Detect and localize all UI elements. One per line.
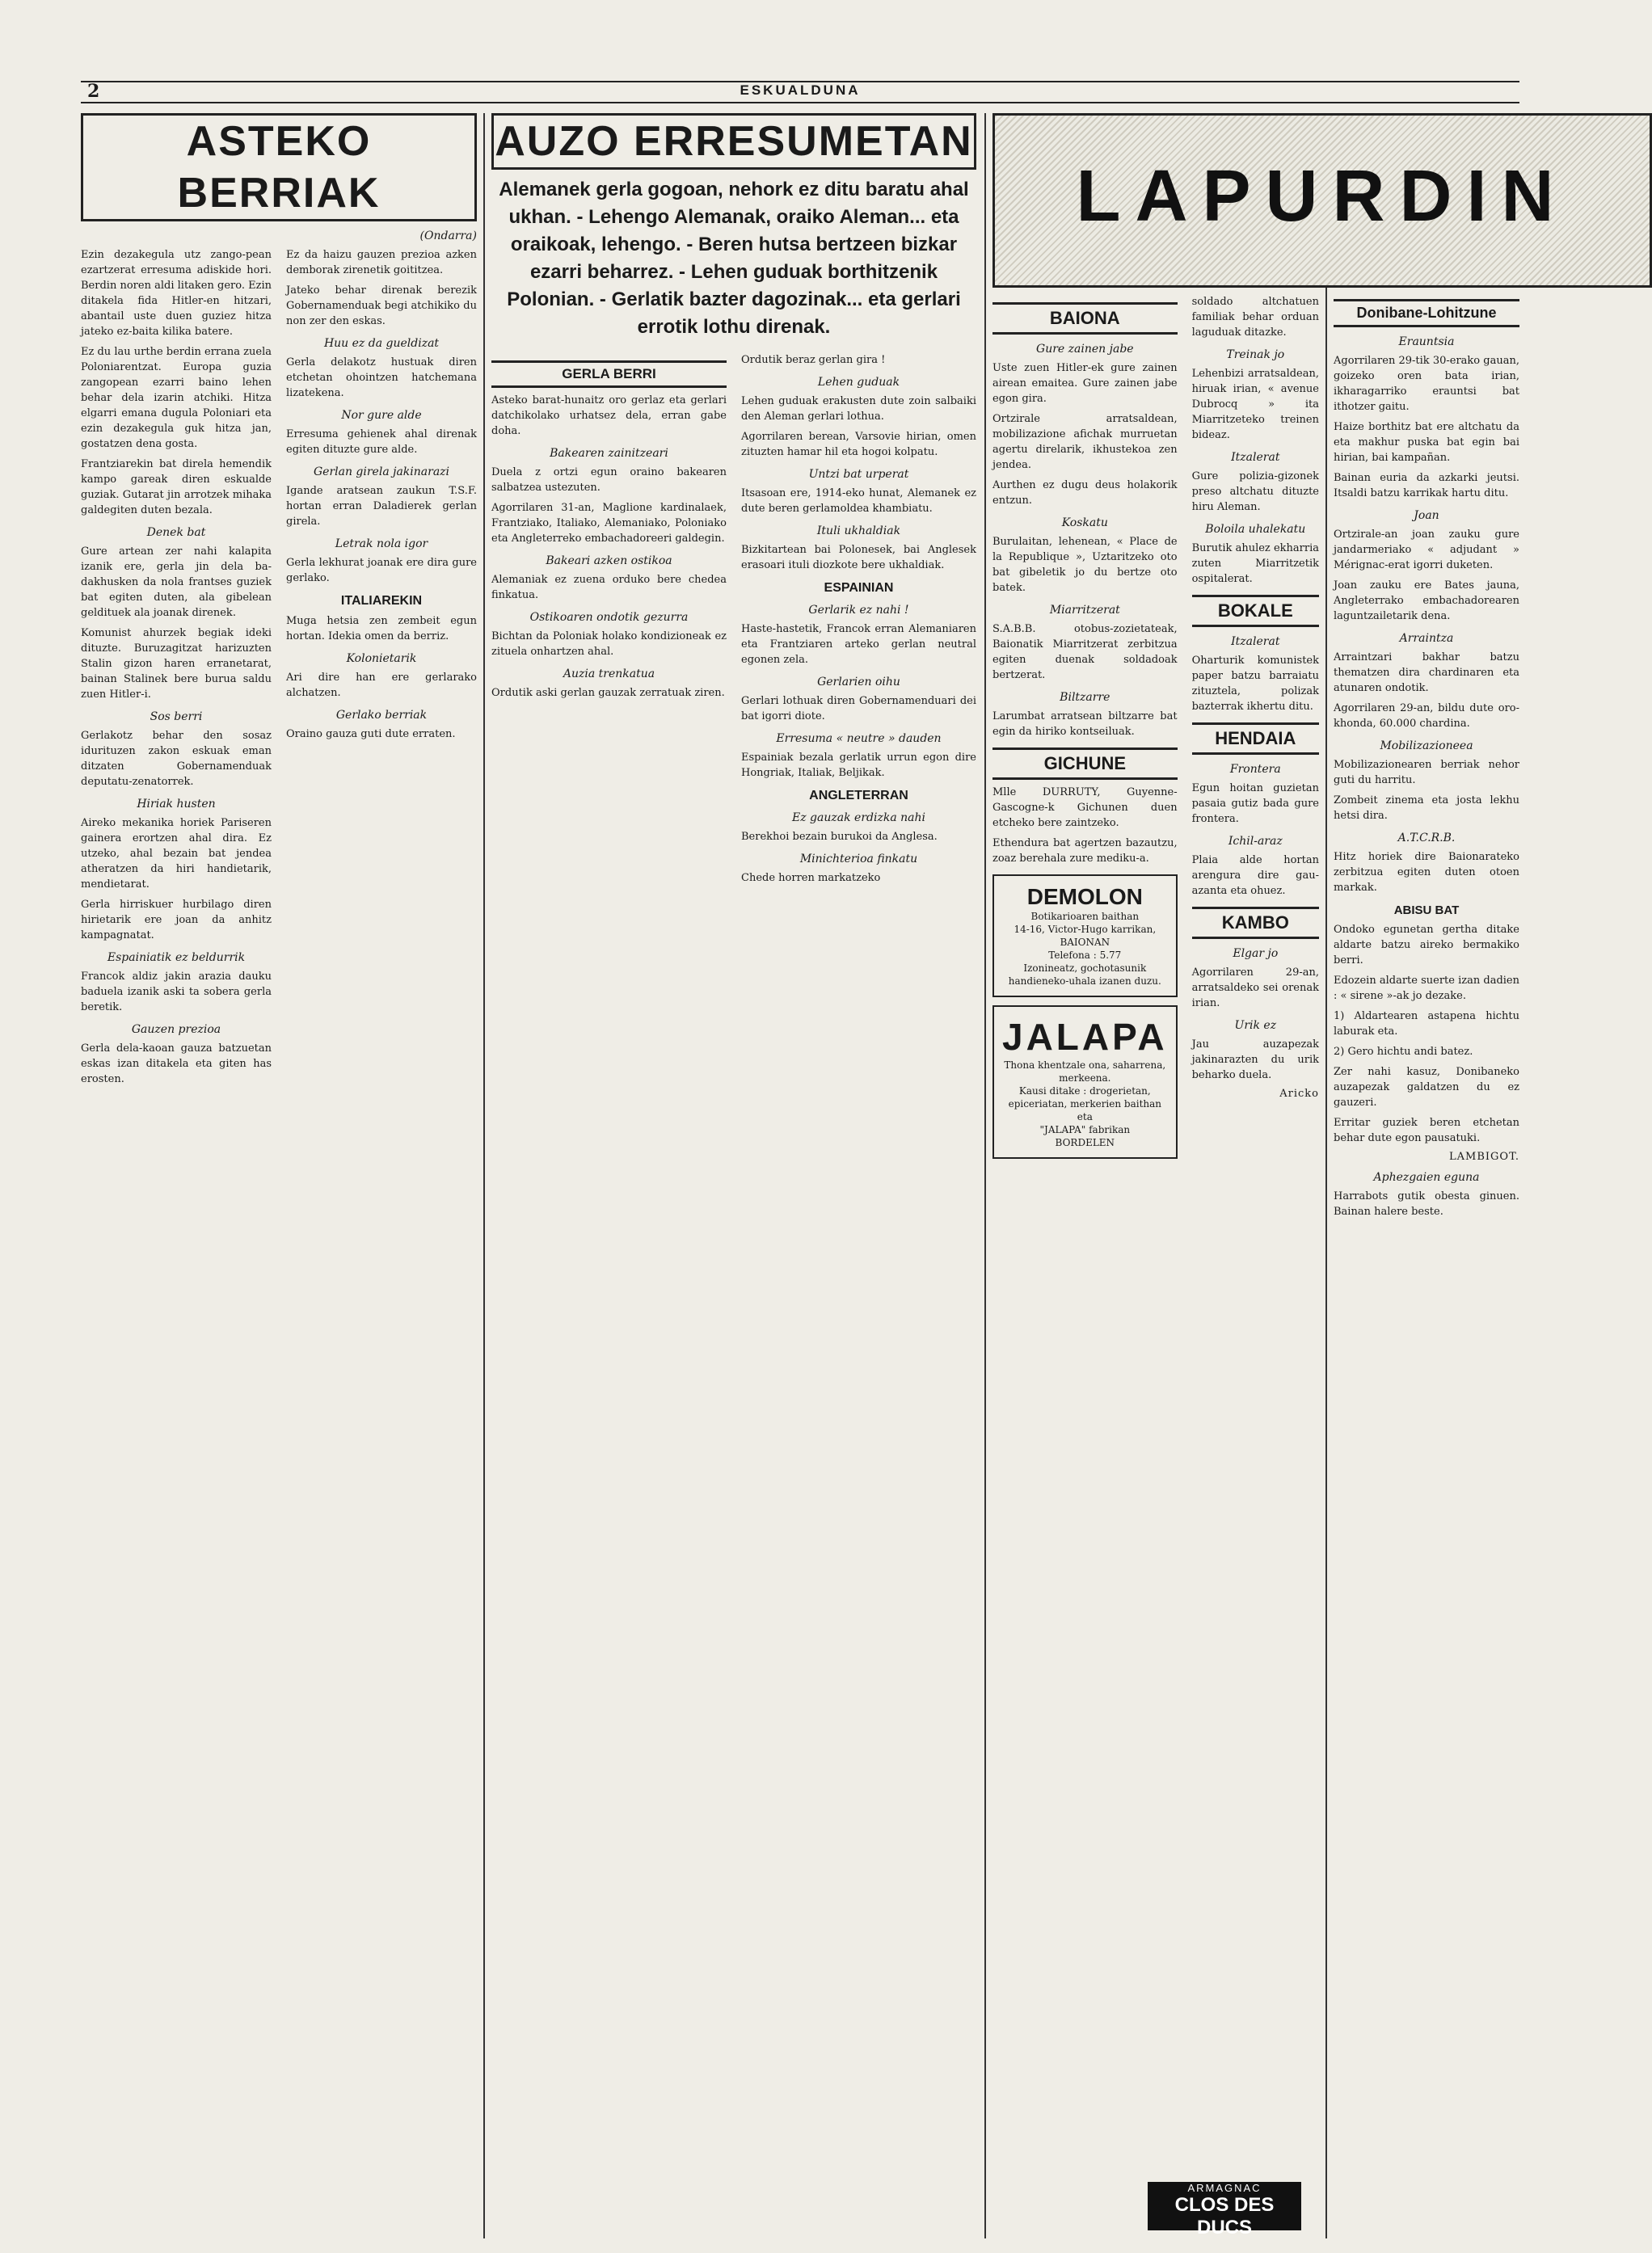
- subhead: GICHUNE: [992, 747, 1178, 780]
- subhead: Frontera: [1229, 763, 1281, 776]
- subhead: Gure zainen jabe: [1036, 343, 1134, 356]
- paragraph: Hitz horiek dire Baionarateko zerbitzua egiten duten otoen markak.: [1334, 851, 1519, 894]
- subhead: Untzi bat urperat: [808, 468, 909, 481]
- clos-des-ducs-ad: [1148, 2182, 1301, 2238]
- paragraph: Gerlakotz behar den sosaz idurituzen zakon eskuak eman ditzaten Gobernamenduak deputatu-zenatorrek.: [81, 730, 272, 788]
- paragraph: Jau auzapezak jakinarazten du urik beharko duela.: [1191, 1038, 1319, 1081]
- paragraph: Plaia alde hortan arengura dire gau-azanta eta ohuez.: [1191, 854, 1319, 897]
- subhead: A.T.C.R.B.: [1397, 832, 1456, 844]
- paragraph: Ordutik beraz gerlan gira !: [741, 354, 886, 366]
- paragraph: Burulaitan, lehenean, « Place de la Republique », Uztaritzeko oto bat gibeletik jo du bertze oto batek.: [992, 536, 1178, 594]
- signature: LAMBIGOT.: [1449, 1151, 1519, 1163]
- ad-text: BAIONAN: [1060, 937, 1110, 948]
- paragraph: Asteko barat-hunaitz oro gerlaz eta gerlari datchikolako urhatsez dela, erran gabe doha.: [491, 394, 727, 437]
- paragraph: Frantziarekin bat direla hemendik kampo gareak diren eskualde guziak. Gutarat jin arrotzek mihaka galdegiten duten bezala.: [81, 458, 272, 516]
- paragraph: Lehen guduak erakusten dute zoin salbaiki den Aleman gerlari lothua.: [741, 395, 976, 423]
- page-number: 2: [87, 81, 100, 102]
- paragraph: Agorrilaren 29-tik 30-erako gauan, goizeko oren bata irian, ikharagarriko erauntsi bat ithotzer gaitu.: [1334, 355, 1519, 413]
- paragraph: Espainiak bezala gerlatik urrun egon dire Hongriak, Italiak, Beljikak.: [741, 752, 976, 779]
- paragraph: soldado altchatuen familiak behar orduan laguduak ditazke.: [1191, 296, 1319, 339]
- masthead: [81, 81, 1519, 103]
- lapurdin-banner: LAPURDIN: [992, 113, 1652, 288]
- paragraph: Alemaniak ez zuena orduko bere chedea finkatua.: [491, 574, 727, 601]
- subhead: BOKALE: [1192, 595, 1319, 627]
- paragraph: Arraintzari bakhar batzu thematzen dira chardinaren eta atunaren ondotik.: [1334, 651, 1519, 694]
- subhead: Aphezgaien eguna: [1373, 1171, 1480, 1184]
- subhead: Espainiatik ez beldurrik: [107, 951, 246, 964]
- subhead: Kolonietarik: [346, 652, 417, 665]
- section-title: ASTEKO BERRIAK: [81, 113, 477, 221]
- paragraph: Gerla hirriskuer hurbilago diren hirietarik ere joan da anhitz kampagnatat.: [81, 899, 272, 941]
- subhead: Itzalerat: [1231, 635, 1280, 648]
- subhead: Lehen guduak: [817, 376, 900, 389]
- paragraph: Zombeit zinema eta josta lekhu hetsi dira.: [1334, 794, 1519, 822]
- paragraph: Zer nahi kasuz, Donibaneko auzapezak galdatzen du ez gauzeri.: [1334, 1066, 1519, 1109]
- headline-deck: Alemanek gerla gogoan, nehork ez ditu baratu ahal ukhan. - Lehengo Alemanak, oraiko Aleman... eta oraikoak, lehengo. - Beren hutsa bertzeen bizkar ezarri beharrez. - Lehen guduak borthitzenik Polonian. - Gerlatik bazter dagozinak... eta gerlari errotik lothu direnak.: [499, 179, 969, 338]
- auzo-erresumetan-section: [491, 113, 976, 891]
- paragraph: Haste-hastetik, Francok erran Alemaniaren eta Frantziaren arteko gerlan neutral egonen zela.: [741, 623, 976, 666]
- paragraph: Gerla delakotz hustuak diren etchetan ohointzen hatchemana lizatekena.: [286, 356, 477, 399]
- subhead: ESPAINIAN: [824, 581, 894, 595]
- paragraph: Harrabots gutik obesta ginuen. Bainan halere beste.: [1334, 1190, 1519, 1218]
- paragraph: Itsasoan ere, 1914-eko hunat, Alemanek ez dute beren gerlamoldea khambiatu.: [741, 487, 976, 515]
- subhead: Ostikoaren ondotik gezurra: [529, 611, 689, 624]
- subhead: Koskatu: [1061, 516, 1108, 529]
- subhead: Erauntsia: [1398, 335, 1455, 348]
- subhead: Ituli ukhaldiak: [816, 524, 901, 537]
- subhead: ITALIAREKIN: [340, 594, 423, 608]
- subhead: Ichil-araz: [1228, 835, 1283, 848]
- paragraph: Edozein aldarte suerte izan dadien : « sirene »-ak jo dezake.: [1334, 975, 1519, 1002]
- subhead: Huu ez da gueldizat: [323, 337, 440, 350]
- donibane-section: [1334, 291, 1519, 1224]
- subhead: Erresuma « neutre » dauden: [776, 732, 942, 745]
- paragraph: S.A.B.B. otobus-zozietateak, Baionatik Miarritzerat zerbitzua egiten duenak soldadoak bertzerat.: [992, 623, 1178, 681]
- subhead: Denek bat: [146, 526, 206, 539]
- ad-text: 14-16, Victor-Hugo karrikan,: [1014, 924, 1157, 935]
- paragraph: Mlle DURRUTY, Guyenne-Gascogne-k Gichunen duen etcheko bere zaintzeko.: [992, 786, 1178, 829]
- subhead: KAMBO: [1192, 907, 1319, 939]
- subhead: Gerlako berriak: [335, 709, 428, 722]
- subhead: HENDAIA: [1192, 722, 1319, 755]
- subhead: Auzia trenkatua: [563, 667, 655, 680]
- subhead: ABISU BAT: [1393, 903, 1460, 917]
- paragraph: Erritar guziek beren etchetan behar dute egon pausatuki.: [1334, 1117, 1519, 1144]
- paragraph: Ordutik aski gerlan gauzak zerratuak ziren.: [491, 687, 725, 699]
- paragraph: Ortzirale arratsaldean, mobilizazione afichak murruetan agertu direlarik, ikhustekoa zen jendea.: [992, 413, 1178, 471]
- paragraph: Jateko behar direnak berezik Gobernamenduak begi atchikiko du non zer den eskas.: [286, 284, 477, 327]
- paragraph: Aireko mekanika horiek Pariseren gainera erortzen ahal dira. Ez utzeko, ahal bezain bat jendea atheratzen da hiri handietarik, mendietarat.: [81, 817, 272, 891]
- paragraph: Agorrilaren 29-an, arratsaldeko sei orenak irian.: [1191, 966, 1319, 1009]
- paragraph: Ondoko egunetan gertha ditake aldarte batzu aireko bermakiko berri.: [1334, 924, 1519, 966]
- column-rule: [1325, 113, 1327, 2238]
- ad-text: BORDELEN: [1055, 1137, 1115, 1148]
- paper-name: ESKUALDUNA: [740, 82, 861, 98]
- paragraph: Igande aratsean zaukun T.S.F. hortan erran Daladierek gerlan girela.: [286, 485, 477, 528]
- paragraph: Aurthen ez dugu deus holakorik entzun.: [992, 479, 1178, 507]
- paragraph: Agorrilaren berean, Varsovie hirian, omen zituzten hamar hil eta hogoi kolpatu.: [741, 431, 976, 458]
- paragraph: Ari dire han ere gerlarako alchatzen.: [286, 672, 477, 699]
- paragraph: Berekhoi bezain burukoi da Anglesa.: [741, 831, 938, 843]
- paragraph: Gerla lekhurat joanak ere dira gure gerlako.: [286, 557, 477, 584]
- ad-brand: DEMOLON: [1026, 884, 1143, 909]
- paragraph: Ethendura bat agertzen bazautzu, zoaz berehala zure mediku-a.: [992, 837, 1178, 865]
- paragraph: Muga hetsia zen zembeit egun hortan. Idekia omen da berriz.: [286, 615, 477, 642]
- jalapa-ad: [992, 1005, 1178, 1159]
- subhead: Bakeari azken ostikoa: [546, 554, 672, 567]
- ad-text: Telefona : 5.77: [1048, 950, 1122, 961]
- ad-text: "JALAPA" fabrikan: [1039, 1124, 1131, 1135]
- ad-text: Izonineatz, gochotasunik handieneko-uhala izanen duzu.: [1008, 962, 1161, 987]
- subhead: Minichterioa finkatu: [799, 853, 918, 865]
- subhead: Itzalerat: [1231, 451, 1280, 464]
- subhead: Mobilizazioneea: [1380, 739, 1473, 752]
- subhead: GERLA BERRI: [491, 360, 727, 388]
- paragraph: 1) Aldartearen astapena hichtu laburak eta.: [1334, 1010, 1519, 1038]
- subhead: Boloila uhalekatu: [1205, 523, 1306, 536]
- paragraph: Oraino gauza guti dute erraten.: [286, 728, 456, 740]
- subhead: Letrak nola igor: [335, 537, 428, 550]
- subhead: Biltzarre: [1060, 691, 1110, 704]
- paragraph: Gure artean zer nahi kalapita izanik ere, gerla jin dela ba-dakhusken da nola frantses guziek bat egiten duten, ala gibelean geldituek ala joanak direnek.: [81, 545, 272, 619]
- paragraph: Chede horren markatzeko: [741, 872, 881, 884]
- subhead: Gerlan girela jakinarazi: [313, 465, 450, 478]
- paragraph: Joan zauku ere Bates jauna, Angleterrako embachadorearen laguntzailetarik dena.: [1334, 579, 1519, 622]
- paragraph: Bizkitartean bai Polonesek, bai Anglesek erasoari ituli diozkote bere ukhaldiak.: [741, 544, 976, 571]
- asteko-berriak-section: [81, 113, 477, 1092]
- paragraph: Agorrilaren 29-an, bildu dute oro-khonda, 60.000 chardina.: [1334, 702, 1519, 730]
- paragraph: Ezin dezakegula utz zango-pean ezartzerat erresuma adiskide hori. Berdin noren aldi litaken gero. Ezin ditakela fida Hitler-en hitzari, abantail uste duen guziez hitza jateko ez-baita kilika batere.: [81, 249, 272, 338]
- subhead: BAIONA: [992, 302, 1178, 335]
- subhead: Sos berri: [150, 710, 203, 723]
- subhead: Gauzen prezioa: [131, 1023, 221, 1036]
- ad-text: Botikarioaren baithan: [1030, 911, 1140, 922]
- paragraph: Oharturik komunistek paper batzu barraiatu zituztela, polizak bazterrak ikhertu ditu.: [1191, 655, 1319, 713]
- ad-text: ARMAGNAC: [1187, 2182, 1262, 2194]
- paragraph: Francok aldiz jakin arazia dauku baduela izanik aski ta sobera gerla beretik.: [81, 971, 272, 1013]
- ad-brand: CLOS DES DUCS: [1174, 2194, 1275, 2238]
- paragraph: Gerlari lothuak diren Gobernamenduari dei bat igorri diote.: [741, 695, 976, 722]
- section-title: AUZO ERRESUMETAN: [491, 113, 976, 170]
- subhead: Joan: [1414, 509, 1439, 522]
- column-rule: [984, 113, 986, 2238]
- paragraph: Erresuma gehienek ahal direnak egiten dituzte gure alde.: [286, 428, 477, 456]
- paragraph: Duela z ortzi egun oraino bakearen salbatzea ustezuten.: [491, 466, 727, 494]
- paragraph: Egun hoitan guzietan pasaia gutiz bada gure frontera.: [1191, 782, 1319, 825]
- paragraph: Uste zuen Hitler-ek gure zainen airean emaitea. Gure zainen jabe egon gira.: [992, 362, 1178, 405]
- paragraph: 2) Gero hichtu andi batez.: [1334, 1046, 1473, 1058]
- subhead: Hiriak husten: [137, 798, 216, 811]
- paragraph: Gerla dela-kaoan gauza batzuetan eskas izan ditakela eta giten has erosten.: [81, 1042, 272, 1085]
- paragraph: Haize borthitz bat ere altchatu da eta makhur puska bat egin bai hirian, bai kampañan.: [1334, 421, 1519, 464]
- ad-text: Kausi ditake : drogerietan, epiceriatan, merkerien baithan eta: [1008, 1085, 1162, 1122]
- paragraph: Larumbat arratsean biltzarre bat egin da hiriko kontseiluak.: [992, 710, 1178, 738]
- paragraph: Ez du lau urthe berdin errana zuela Poloniarentzat. Europa guzia zangopean ezarri baino lehen behar dela izarin atchiki. Hitza elgarri emana dugula Poloniari eta ezin dezakegula guk hitza jan, gostatzen dena gosta.: [81, 346, 272, 450]
- subhead: Elgar jo: [1233, 947, 1279, 960]
- column-rule: [483, 113, 485, 2238]
- paragraph: Ez da haizu gauzen prezioa azken demborak zirenetik goititzea.: [286, 249, 477, 276]
- subhead: Gerlarien oihu: [817, 676, 900, 689]
- subhead: Ez gauzak erdizka nahi: [792, 811, 925, 824]
- subhead: Arraintza: [1399, 632, 1454, 645]
- demolon-ad: [992, 874, 1178, 997]
- subhead: Miarritzerat: [1049, 604, 1120, 617]
- subhead: Gerlarik ez nahi !: [808, 604, 909, 617]
- signature: Aricko: [1279, 1088, 1319, 1100]
- paragraph: Ortzirale-an joan zauku gure jandarmeriako « adjudant » Mérignac-erat igorri duketen.: [1334, 529, 1519, 571]
- paragraph: Bichtan da Poloniak holako kondizioneak ez zituela onhartzen ahal.: [491, 630, 727, 658]
- subhead: Donibane-Lohitzune: [1334, 299, 1519, 327]
- paragraph: Komunist ahurzek begiak ideki dituzte. Buruzagitzat harizuzten Stalin gizon haren erranetarat, bainan Stalinek bere burua saldu zuen Hitler-i.: [81, 627, 272, 701]
- paragraph: Gure polizia-gizonek preso altchatu dituzte hiru Aleman.: [1191, 470, 1319, 513]
- paragraph: Burutik ahulez ekharria zuten Miarritzetik ospitalerat.: [1191, 542, 1319, 585]
- subhead: ANGLETERRAN: [809, 789, 908, 802]
- ad-brand: JALAPA: [1002, 1016, 1168, 1058]
- paragraph: Mobilizazionearen berriak nehor guti du harritu.: [1334, 759, 1519, 786]
- byline: (Ondarra): [419, 230, 477, 242]
- paragraph: Agorrilaren 31-an, Maglione kardinalaek, Frantziako, Italiako, Alemaniako, Poloniako eta Angleterreko embachadoreeri galdegin.: [491, 502, 727, 545]
- subhead: Treinak jo: [1226, 348, 1285, 361]
- paragraph: Bainan euria da azkarki jeutsi. Itsaldi batzu karrikak hartu ditu.: [1334, 472, 1519, 499]
- ad-text: Thona khentzale ona, saharrena, merkeena.: [1004, 1059, 1166, 1084]
- paragraph: Lehenbizi arratsaldean, hiruak irian, « avenue Dubrocq » ita Miarritzeteko treinen bideaz.: [1191, 368, 1319, 441]
- subhead: Urik ez: [1234, 1019, 1277, 1032]
- subhead: Nor gure alde: [341, 409, 422, 422]
- subhead: Bakearen zainitzeari: [550, 447, 668, 460]
